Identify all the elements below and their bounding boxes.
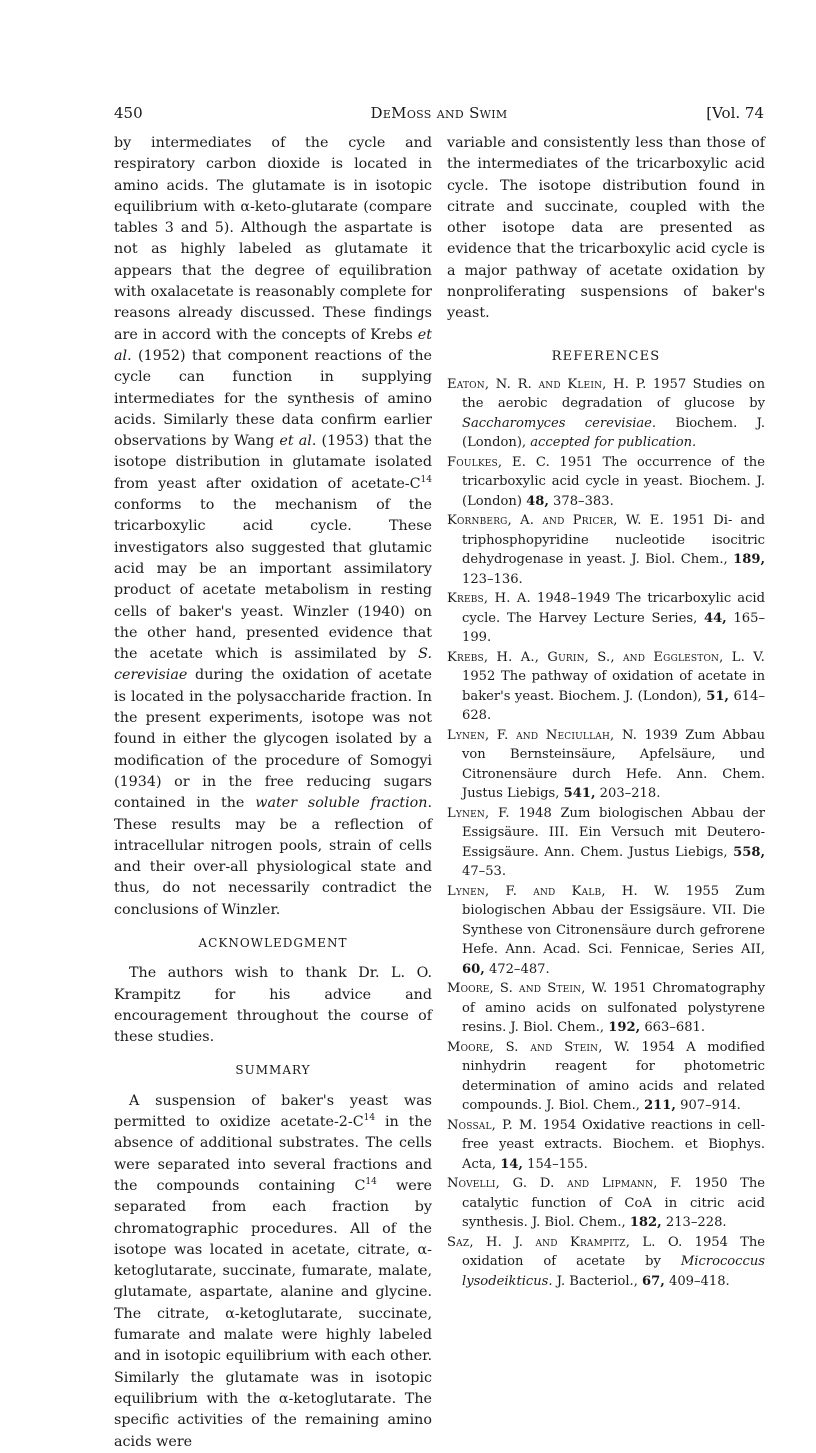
reference-entry: Lynen, F. and Neciullah, N. 1939 Zum Abbau von Bernsteinsäure, Apfelsäure, und Citronensäure durch Hefe. Ann. Chem. Justus Liebigs, 541, 203–218. — [447, 727, 766, 802]
acknowledgment-heading: ACKNOWLEDGMENT — [198, 935, 348, 950]
discussion-paragraph: by intermediates of the cycle and respiratory carbon dioxide is located in amino acids. The glutamate is in isotopic equilibrium with α-keto-glutarate (compare tables 3 and 5). Although the aspartate is not as highly labeled as glutamate it appears that the degree of equilibration with oxalacetate is reasonably complete for reasons already discussed. These findings are in accord with the concepts of Krebs et al. (1952) that component reactions of the cycle can function in supplying intermediates for the synthesis of amino acids. Similarly these data confirm earlier observations by Wang et al. (1953) that the isotope distribution in glutamate isolated from yeast after oxidation of acetate-$C^{14}$ conforms to the mechanism of the tricarboxylic acid cycle. These investigators also suggested that glutamic acid may be an important assimilatory product of acetate metabolism in resting cells of baker's yeast. Winzler (1940) on the other hand, presented evidence that the acetate which is assimilated by S. cerevisiae during the oxidation of acetate is located in the polysaccharide fraction. In the present experiments, isotope was not found in either the glycogen isolated by a modification of the procedure of Somogyi (1934) or in the free reducing sugars contained in the water soluble fraction. These results may be a reflection of intracellular nitrogen pools, strain of cells and their over-all physiological state and thus, do not necessarily contradict the conclusions of Winzler. — [114, 135, 433, 918]
left-column — [114, 133, 432, 1453]
page-header — [114, 104, 764, 126]
reference-entry: Lynen, F. and Kalb, H. W. 1955 Zum biologischen Abbau der Essigsäure. VII. Die Synthese von Citronensäure durch gefrorene Hefe. Ann. Acad. Sci. Fennicae, Series AII, 60, 472–487. — [447, 883, 766, 977]
summary-heading: SUMMARY — [235, 1063, 311, 1078]
reference-entry: Saz, H. J. and Krampitz, L. O. 1954 The oxidation of acetate by Micrococcus lysodeikticus. J. Bacteriol., 67, 409–418. — [447, 1234, 766, 1289]
reference-entry: Novelli, G. D. and Lipmann, F. 1950 The catalytic function of CoA in citric acid synthesis. J. Biol. Chem., 182, 213–228. — [447, 1176, 765, 1231]
reference-entry: Nossal, P. M. 1954 Oxidative reactions in cell-free yeast extracts. Biochem. et Biophys. Acta, 14, 154–155. — [447, 1117, 765, 1172]
page-number: 450 — [114, 104, 143, 122]
summary-continued: variable and consistently less than those of the intermediates of the tricarboxylic acid cycle. The isotope distribution found in citrate and succinate, coupled with the other isotope data are presented as evidence that the tricarboxylic acid cycle is a major pathway of acetate oxidation by nonproliferating suspensions of baker's yeast. — [447, 135, 765, 322]
right-column — [447, 133, 765, 1291]
acknowledgment-text: The authors wish to thank Dr. L. O. Krampitz for his advice and encouragement throughout the course of these studies. — [114, 965, 432, 1046]
reference-entry: Moore, S. and Stein, W. 1954 A modified ninhydrin reagent for photometric determination of amino acids and related compounds. J. Biol. Chem., 211, 907–914. — [447, 1039, 765, 1114]
reference-entry: Krebs, H. A., Gurin, S., and Eggleston, L. V. 1952 The pathway of oxidation of acetate in baker's yeast. Biochem. J. (London), 51, 614–628. — [447, 649, 766, 724]
reference-entry: Krebs, H. A. 1948–1949 The tricarboxylic acid cycle. The Harvey Lecture Series, 44, 165–199. — [447, 591, 765, 646]
reference-entry: Foulkes, E. C. 1951 The occurrence of the tricarboxylic acid cycle in yeast. Biochem. J. (London) 48, 378–383. — [447, 454, 765, 509]
reference-entry: Moore, S. and Stein, W. 1951 Chromatography of amino acids on sulfonated polystyrene resins. J. Biol. Chem., 192, 663–681. — [447, 981, 765, 1036]
summary-paragraph: A suspension of baker's yeast was permitted to oxidize acetate-$2-C^{14}$ in the absence of additional substrates. The cells were separated into several fractions and the compounds containing $C^{14}$ were separated from each fraction by chromatographic procedures. All of the isotope was located in acetate, citrate, α-ketoglutarate, succinate, fumarate, malate, glutamate, aspartate, alanine and glycine. The citrate, α-ketoglutarate, succinate, fumarate and malate were highly labeled and in isotopic equilibrium with each other. Similarly the glutamate was in isotopic equilibrium with the α-ketoglutarate. The specific activities of the remaining amino acids were — [114, 1092, 432, 1450]
volume-label: [Vol. 74 — [706, 104, 764, 122]
reference-entry: Eaton, N. R. and Klein, H. P. 1957 Studies on the aerobic degradation of glucose by Saccharomyces cerevisiae. Biochem. J. (London), accepted for publication. — [447, 376, 765, 451]
reference-list — [447, 375, 765, 1292]
reference-entry: Lynen, F. 1948 Zum biologischen Abbau der Essigsäure. III. Ein Versuch mit Deutero-Essigsäure. Ann. Chem. Justus Liebigs, 558, 47–53. — [447, 805, 765, 880]
references-heading: REFERENCES — [551, 348, 661, 364]
running-title-authors: DeMoss and Swim — [370, 104, 508, 122]
reference-entry: Kornberg, A. and Pricer, W. E. 1951 Di- and triphosphopyridine nucleotide isocitric dehydrogenase in yeast. J. Biol. Chem., 189, 123–136. — [447, 513, 765, 587]
running-title — [114, 104, 764, 122]
